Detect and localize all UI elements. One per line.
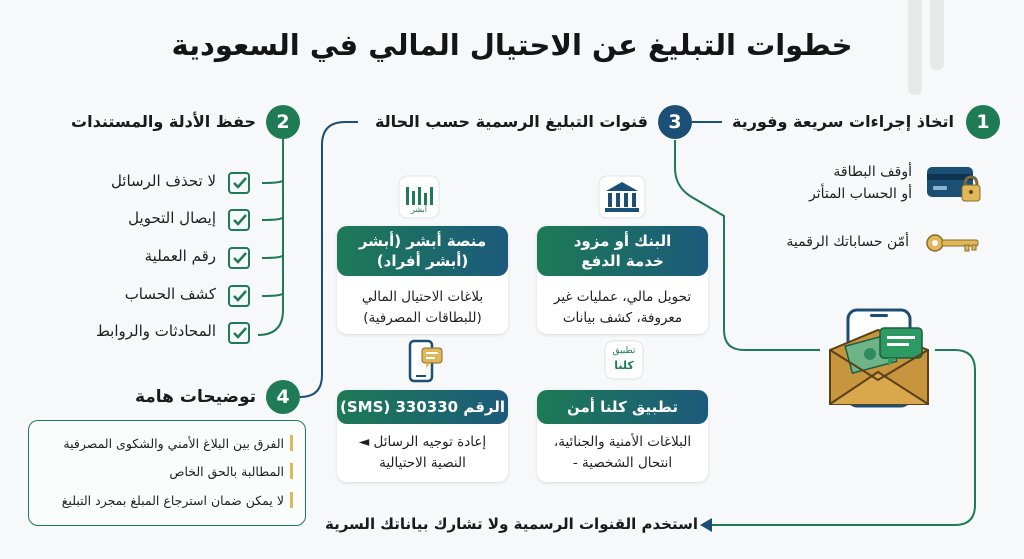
absher-logo-icon <box>398 175 440 223</box>
card-body-line: إعادة توجيه الرسائل ◄ <box>358 434 487 450</box>
note-line: المطالبة بالحق الخاص <box>169 464 284 479</box>
step3-title: قنوات التبليغ الرسمية حسب الحالة <box>374 112 648 131</box>
card-header-line: خدمة الدفع <box>581 252 664 270</box>
step1-item1-line2: أو الحساب المتأثر <box>808 186 912 202</box>
checklist-item: إيصال التحويل <box>128 209 216 227</box>
step2-title: حفظ الأدلة والمستندات <box>71 112 256 131</box>
checkbox-checked-icon <box>228 209 250 231</box>
note-bullet-bar <box>290 492 293 508</box>
checklist-item: رقم العملية <box>144 247 216 265</box>
step4-title: توضيحات هامة <box>134 387 256 407</box>
channel-card-sms-body <box>337 432 508 474</box>
channel-card-kollona-body <box>537 432 708 474</box>
checklist-item: لا تحذف الرسائل <box>110 172 216 190</box>
check-branch <box>262 255 283 258</box>
bank-icon <box>598 175 646 223</box>
footer-arrowhead <box>700 518 712 532</box>
step4-badge: 4 <box>266 380 300 414</box>
channel-card-bank-body <box>537 287 708 329</box>
step2-badge: 2 <box>266 105 300 139</box>
checkbox-checked-icon <box>228 322 250 344</box>
card-body-line: النصية الاحتيالية <box>379 455 466 471</box>
card-body-line: بلاغات الاحتيال المالي <box>361 289 484 305</box>
app-logo-line: كلنا <box>614 359 634 372</box>
check-branch <box>262 217 283 220</box>
page-title: خطوات التبليغ عن الاحتيال المالي في السعودية <box>171 28 853 62</box>
phone-envelope-money-icon <box>820 300 940 416</box>
app-logo-line: تطبيق <box>612 346 636 356</box>
phone-message-icon <box>404 338 446 388</box>
kollona-amn-app-icon <box>604 340 644 384</box>
checklist-item: كشف الحساب <box>124 285 216 303</box>
footer-text: استخدم القنوات الرسمية ولا تشارك بياناتك السرية <box>324 515 698 533</box>
channel-card-absher-header <box>337 226 508 276</box>
check-branch <box>262 293 283 296</box>
card-body-line: تحويل مالي، عمليات غير <box>553 289 692 305</box>
step3-badge: 3 <box>658 105 692 139</box>
key-icon <box>925 232 981 258</box>
card-body-line: (للبطاقات المصرفية) <box>363 310 482 326</box>
check-branch <box>262 180 283 183</box>
channel-card-absher-body <box>337 287 508 329</box>
checkbox-checked-icon <box>228 285 250 307</box>
step1-title: اتخاذ إجراءات سريعة وفورية <box>732 112 954 131</box>
card-body-line: البلاغات الأمنية والجنائية، <box>553 434 692 450</box>
step1-badge: 1 <box>966 105 1000 139</box>
card-header-line: (أبشر أفراد) <box>376 252 469 270</box>
step1-item2-line1: أمّن حساباتك الرقمية <box>786 234 909 250</box>
checkbox-checked-icon <box>228 247 250 269</box>
absher-logo-text: أبشر <box>411 205 427 214</box>
note-line: الفرق بين البلاغ الأمني والشكوى المصرفية <box>63 436 284 451</box>
channel-card-sms-header: الرقم 330330 (SMS) <box>337 390 508 424</box>
channel-card-kollona-header: تطبيق كلنا أمن <box>537 390 708 424</box>
card-header-line: البنك أو مزود <box>573 232 672 250</box>
credit-card-lock-icon <box>925 165 983 211</box>
card-body-line: معروفة، كشف بيانات <box>562 310 683 326</box>
note-bullet-bar <box>290 435 293 451</box>
card-body-line: انتحال الشخصية - <box>572 455 673 471</box>
note-line: لا يمكن ضمان استرجاع المبلغ بمجرد التبليغ <box>61 493 284 508</box>
card-header-line: منصة أبشر (أبشر <box>358 232 487 250</box>
checkbox-checked-icon <box>228 172 250 194</box>
channel-card-bank-header <box>537 226 708 276</box>
note-bullet-bar <box>290 463 293 479</box>
step1-item1-line1: أوقف البطاقة <box>833 164 912 180</box>
checklist-item: المحادثات والروابط <box>95 322 216 340</box>
step2-connector <box>258 138 283 335</box>
